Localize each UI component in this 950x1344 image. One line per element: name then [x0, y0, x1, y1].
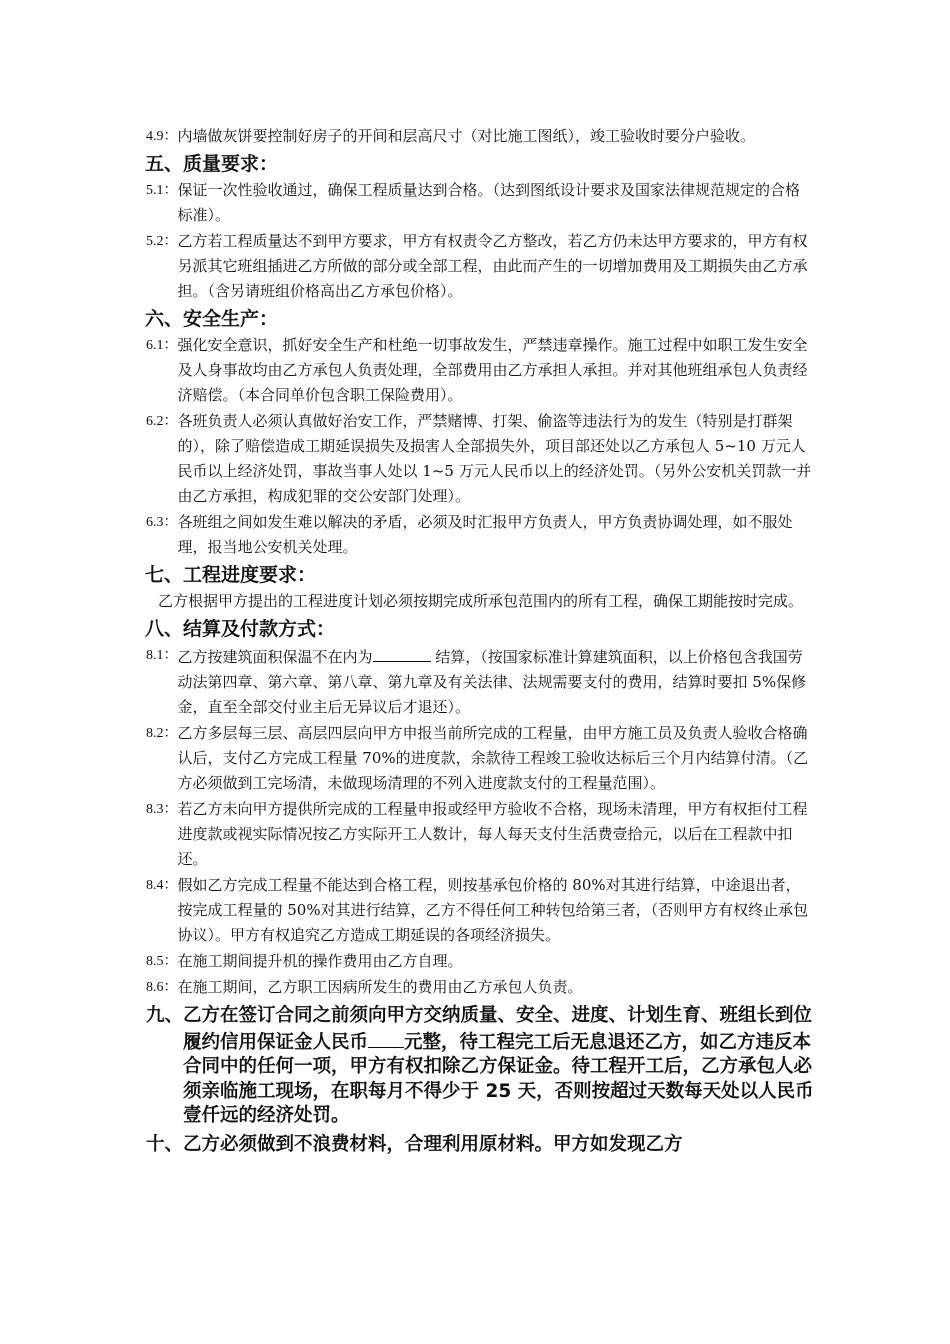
section-9 [146, 1004, 814, 1129]
clause-6-2 [146, 409, 814, 509]
clause-8-2 [146, 721, 814, 796]
section-10-text: 乙方必须做到不浪费材料，合理利用原材料。甲方如发现乙方 [183, 1133, 683, 1155]
clause-number: 8.2： [146, 726, 178, 741]
price-blank[interactable] [373, 643, 431, 662]
clause-8-3 [146, 797, 814, 872]
clause-text [178, 643, 815, 720]
section-7-text: 乙方根据甲方提出的工程进度计划必须按期完成所承包范围内的所有工程，确保工期能按时完成。 [158, 592, 804, 610]
clause-6-1 [146, 333, 814, 408]
clause-number: 8.4： [146, 878, 178, 893]
clause-8-5 [146, 949, 814, 974]
clause-8-1 [146, 643, 814, 720]
clause-text: 各班组之间如发生难以解决的矛盾，必须及时汇报甲方负责人，甲方负责协调处理，如不服处理，报当地公安机关处理。 [177, 513, 793, 556]
clause-text-before-blank: 乙方按建筑面积保温不在内为 [177, 648, 373, 666]
clause-number: 8.5： [146, 954, 178, 969]
clause-number: 6.3： [146, 515, 178, 530]
deposit-blank[interactable] [368, 1029, 404, 1048]
clause-text: 各班负责人必须认真做好治安工作，严禁赌博、打架、偷盗等违法行为的发生（特别是打群架的），除了赔偿造成工期延误损失及损害人全部损失外，项目部还处以乙方承包人 5~10 万元人民币以上经济处罚，事故当事人处以 1~5 万元人民币以上的经济处罚。（另外公安机关罚款一并由乙方承担，构成犯罪的交公安部门处理）。 [177, 412, 812, 505]
section-7-title: 七、工程进度要求： [145, 564, 317, 586]
clause-text: 假如乙方完成工程量不能达到合格工程，则按基承包价格的 80%对其进行结算，中途退出者，按完成工程量的 50%对其进行结算，乙方不得任何工种转包给第三者，（否则甲方有权终止承包协议）。甲方有权追究乙方造成工期延误的各项经济损失。 [177, 876, 809, 944]
clause-8-6 [146, 975, 814, 1000]
clause-text: 强化安全意识，抓好安全生产和杜绝一切事故发生，严禁违章操作。施工过程中如职工发生安全及人身事故均由乙方承包人负责处理，全部费用由乙方承担人承担。并对其他班组承包人负责经济赔偿。（本合同单价包含职工保险费用）。 [177, 336, 808, 404]
clause-text: 若乙方未向甲方提供所完成的工程量申报或经甲方验收不合格，现场未清理，甲方有权拒付工程进度款或视实际情况按乙方实际开工人数计，每人每天支付生活费壹拾元，以后在工程款中扣还。 [177, 800, 808, 868]
clause-number: 8.3： [146, 802, 178, 817]
section-9-text [183, 1004, 814, 1129]
clause-text: 保证一次性验收通过，确保工程质量达到合格。（达到图纸设计要求及国家法律规范规定的合格标准）。 [177, 181, 801, 224]
clause-6-3 [146, 510, 814, 560]
section-9-text-after-blank: 元整，待工程完工后无息退还乙方，如乙方违反本合同中的任何一项，甲方有权扣除乙方保证金。待工程开工后，乙方承包人必须亲临施工现场，在职每月不得少于 25 天，否则按超过天数每天处以人民币壹仟远的经济处罚。 [183, 1031, 814, 1126]
section-9-number: 九、 [146, 1005, 184, 1026]
document-body [146, 124, 814, 1157]
clause-5-1 [146, 178, 814, 228]
clause-text: 乙方若工程质量达不到甲方要求，甲方有权责令乙方整改，若乙方仍未达甲方要求的，甲方有权另派其它班组插进乙方所做的部分或全部工程，由此而产生的一切增加费用及工期损失由乙方承担。（含另请班组价格高出乙方承包价格）。 [177, 232, 808, 300]
clause-text: 在施工期间提升机的操作费用由乙方自理。 [177, 952, 463, 970]
section-9-text-before-blank: 乙方在签订合同之前须向甲方交纳质量、安全、进度、计划生育、班组长到位履约信用保证金人民币 [183, 1005, 813, 1053]
clause-5-2 [146, 229, 814, 304]
section-6-title: 六、安全生产： [145, 308, 279, 330]
section-10-number: 十、 [146, 1133, 184, 1155]
section-10 [146, 1133, 814, 1158]
clause-number: 8.6： [146, 980, 178, 995]
clause-number: 5.2： [146, 234, 178, 249]
clause-number: 4.9： [146, 129, 178, 144]
clause-text: 乙方多层每三层、高层四层向甲方申报当前所完成的工程量，由甲方施工员及负责人验收合格确认后，支付乙方完成工程量 70%的进度款，余款待工程竣工验收达标后三个月内结算付清。（乙方必须做到工完场清，未做现场清理的不列入进度款支付的工程量范围）。 [177, 724, 809, 792]
section-8-title: 八、结算及付款方式： [145, 618, 336, 640]
clause-number: 5.1： [146, 183, 178, 198]
clause-number: 6.1： [146, 338, 178, 353]
clause-number: 6.2： [146, 414, 178, 429]
clause-number: 8.1： [146, 648, 178, 663]
clause-text-after-blank: 结算，（按国家标准计算建筑面积，以上价格包含我国劳动法第四章、第六章、第八章、第九章及有关法律、法规需要支付的费用，结算时要扣 5%保修金，直至全部交付业主后无异议后才退还）。 [177, 648, 807, 716]
clause-text: 在施工期间，乙方职工因病所发生的费用由乙方承包人负责。 [177, 978, 583, 996]
section-5-title: 五、质量要求： [145, 153, 279, 175]
clause-text: 内墙做灰饼要控制好房子的开间和层高尺寸（对比施工图纸），竣工验收时要分户验收。 [177, 127, 756, 145]
clause-4-9 [146, 124, 814, 149]
clause-8-4 [146, 873, 814, 948]
